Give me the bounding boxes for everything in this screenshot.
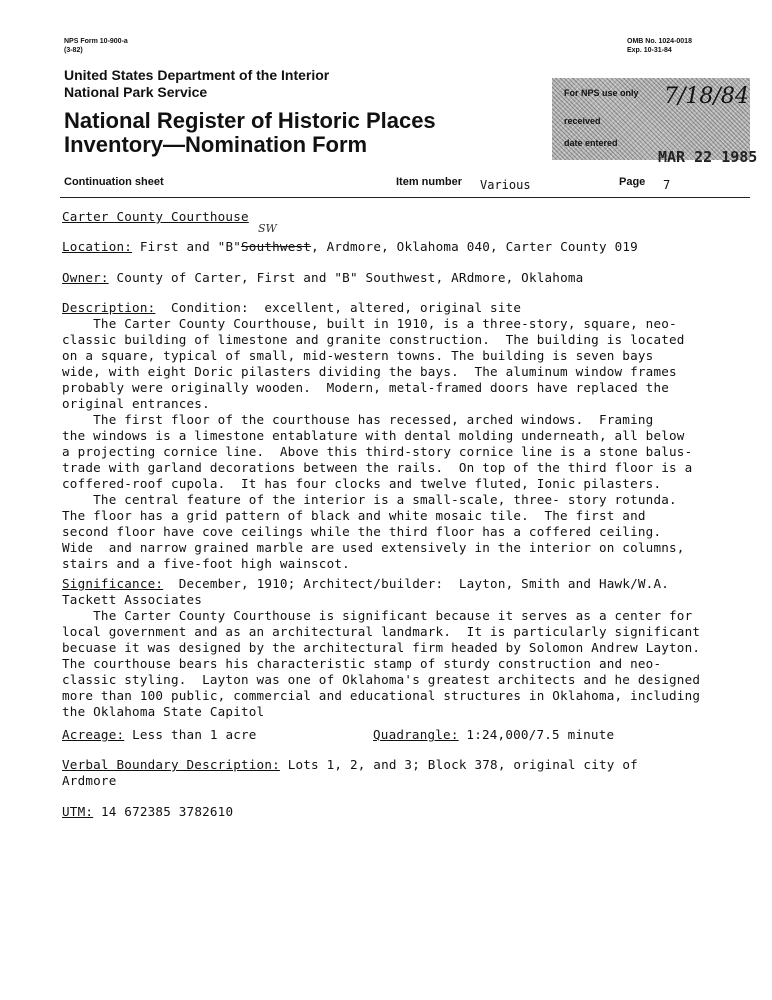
description-label: Description: (62, 300, 156, 315)
form-number-line2: (3-82) (64, 47, 83, 54)
form-title-line2: Inventory—Nomination Form (64, 132, 368, 157)
utm-value: 14 672385 3782610 (100, 804, 234, 819)
owner-text: County of Carter, First and "B" Southwest, ARdmore, Oklahoma (116, 270, 584, 285)
item-number-value: Various (480, 178, 531, 192)
location-line (62, 239, 638, 255)
boundary-section (62, 757, 638, 789)
description-line: probably were originally wooden. Modern, metal-framed doors have replaced the (62, 380, 670, 395)
description-line: The Carter County Courthouse, built in 1910, is a three-story, square, neo- (62, 316, 677, 331)
omb-number (627, 37, 692, 55)
location-struck-word: Southwest (241, 239, 312, 254)
description-line: trade with garland decorations between the rails. On top of the third floor is a (62, 460, 693, 475)
boundary-value-line2: Ardmore (62, 773, 117, 788)
description-line: classic building of limestone and granite construction. The building is located (62, 332, 685, 347)
nps-use-only-box (552, 78, 758, 166)
date-entered-stamp: MAR 22 1985 (658, 148, 758, 166)
description-section (62, 300, 692, 572)
significance-line: December, 1910; Architect/builder: Layton, Smith and Hawk/W.A. (178, 576, 670, 591)
item-number-label: Item number (396, 176, 463, 188)
location-label: Location: (62, 239, 133, 254)
description-line: the windows is a limestone entablature with dental molding underneath, all below (62, 428, 685, 443)
significance-line: The Carter County Courthouse is significant because it serves as a center for (62, 608, 693, 623)
owner-line (62, 270, 583, 286)
date-entered-label: date entered (564, 138, 618, 148)
description-line: a projecting cornice line. Above this third-story cornice line is a stone balus- (62, 444, 693, 459)
received-date-handwritten: 7/18/84 (664, 84, 749, 109)
significance-line: the Oklahoma State Capitol (62, 704, 265, 719)
department-name: United States Department of the Interior (64, 67, 330, 83)
location-text-end: , Ardmore, Oklahoma 040, Carter County 019 (311, 239, 638, 254)
property-name: Carter County Courthouse (62, 209, 249, 224)
utm-line (62, 804, 233, 820)
owner-label: Owner: (62, 270, 109, 285)
significance-section (62, 576, 700, 720)
significance-line: becuase it was designed by the architectural firm headed by Solomon Andrew Layton. (62, 640, 701, 655)
header-divider (60, 197, 750, 198)
description-line: The first floor of the courthouse has recessed, arched windows. Framing (62, 412, 654, 427)
service-name: National Park Service (64, 84, 208, 100)
acreage-line (62, 727, 257, 743)
form-title (64, 109, 436, 157)
significance-line: more than 100 public, commercial and educational structures in Oklahoma, including (62, 688, 701, 703)
description-line: Wide and narrow grained marble are used extensively in the interior on columns, (62, 540, 685, 555)
acreage-label: Acreage: (62, 727, 125, 742)
location-text-start: First and "B" (139, 239, 242, 254)
form-number (64, 37, 128, 55)
utm-label: UTM: (62, 804, 94, 819)
agency-header (64, 67, 329, 101)
location-handwritten-correction: SW (258, 222, 277, 235)
form-number-line1: NPS Form 10-900-a (64, 38, 128, 45)
significance-line: The courthouse bears his characteristic stamp of sturdy construction and neo- (62, 656, 662, 671)
continuation-sheet-label: Continuation sheet (64, 176, 164, 188)
significance-line: classic styling. Layton was one of Oklahoma's greatest architects and he designed (62, 672, 701, 687)
omb-line1: OMB No. 1024-0018 (627, 38, 692, 45)
form-title-line1: National Register of Historic Places (64, 108, 436, 133)
quadrangle-line (373, 727, 614, 743)
quadrangle-value: 1:24,000/7.5 minute (466, 727, 615, 742)
acreage-value: Less than 1 acre (132, 727, 257, 742)
page-number: 7 (663, 178, 671, 192)
description-line: original entrances. (62, 396, 210, 411)
boundary-value-line1: Lots 1, 2, and 3; Block 378, original city of (287, 757, 638, 772)
description-line: stairs and a five-foot high wainscot. (62, 556, 350, 571)
for-nps-use-only-label: For NPS use only (564, 88, 639, 98)
quadrangle-label: Quadrangle: (373, 727, 459, 742)
received-label: received (564, 116, 601, 126)
description-line: on a square, typical of small, mid-western towns. The building is seven bays (62, 348, 654, 363)
description-line: coffered-roof cupola. It has four clocks and twelve fluted, Ionic pilasters. (62, 476, 662, 491)
description-line: The central feature of the interior is a small-scale, three- story rotunda. (62, 492, 677, 507)
description-line: The floor has a grid pattern of black and white mosaic tile. The first and (62, 508, 646, 523)
description-line: second floor have cove ceilings while the third floor has a coffered ceiling. (62, 524, 662, 539)
boundary-label: Verbal Boundary Description: (62, 757, 280, 772)
page-label: Page (619, 176, 646, 188)
significance-line: Tackett Associates (62, 592, 203, 607)
significance-label: Significance: (62, 576, 164, 591)
significance-line: local government and as an architectural landmark. It is particularly significant (62, 624, 701, 639)
omb-line2: Exp. 10-31-84 (627, 47, 672, 54)
description-line: wide, with eight Doric pilasters dividing the bays. The aluminum window frames (62, 364, 677, 379)
description-line: Condition: excellent, altered, original site (170, 300, 522, 315)
